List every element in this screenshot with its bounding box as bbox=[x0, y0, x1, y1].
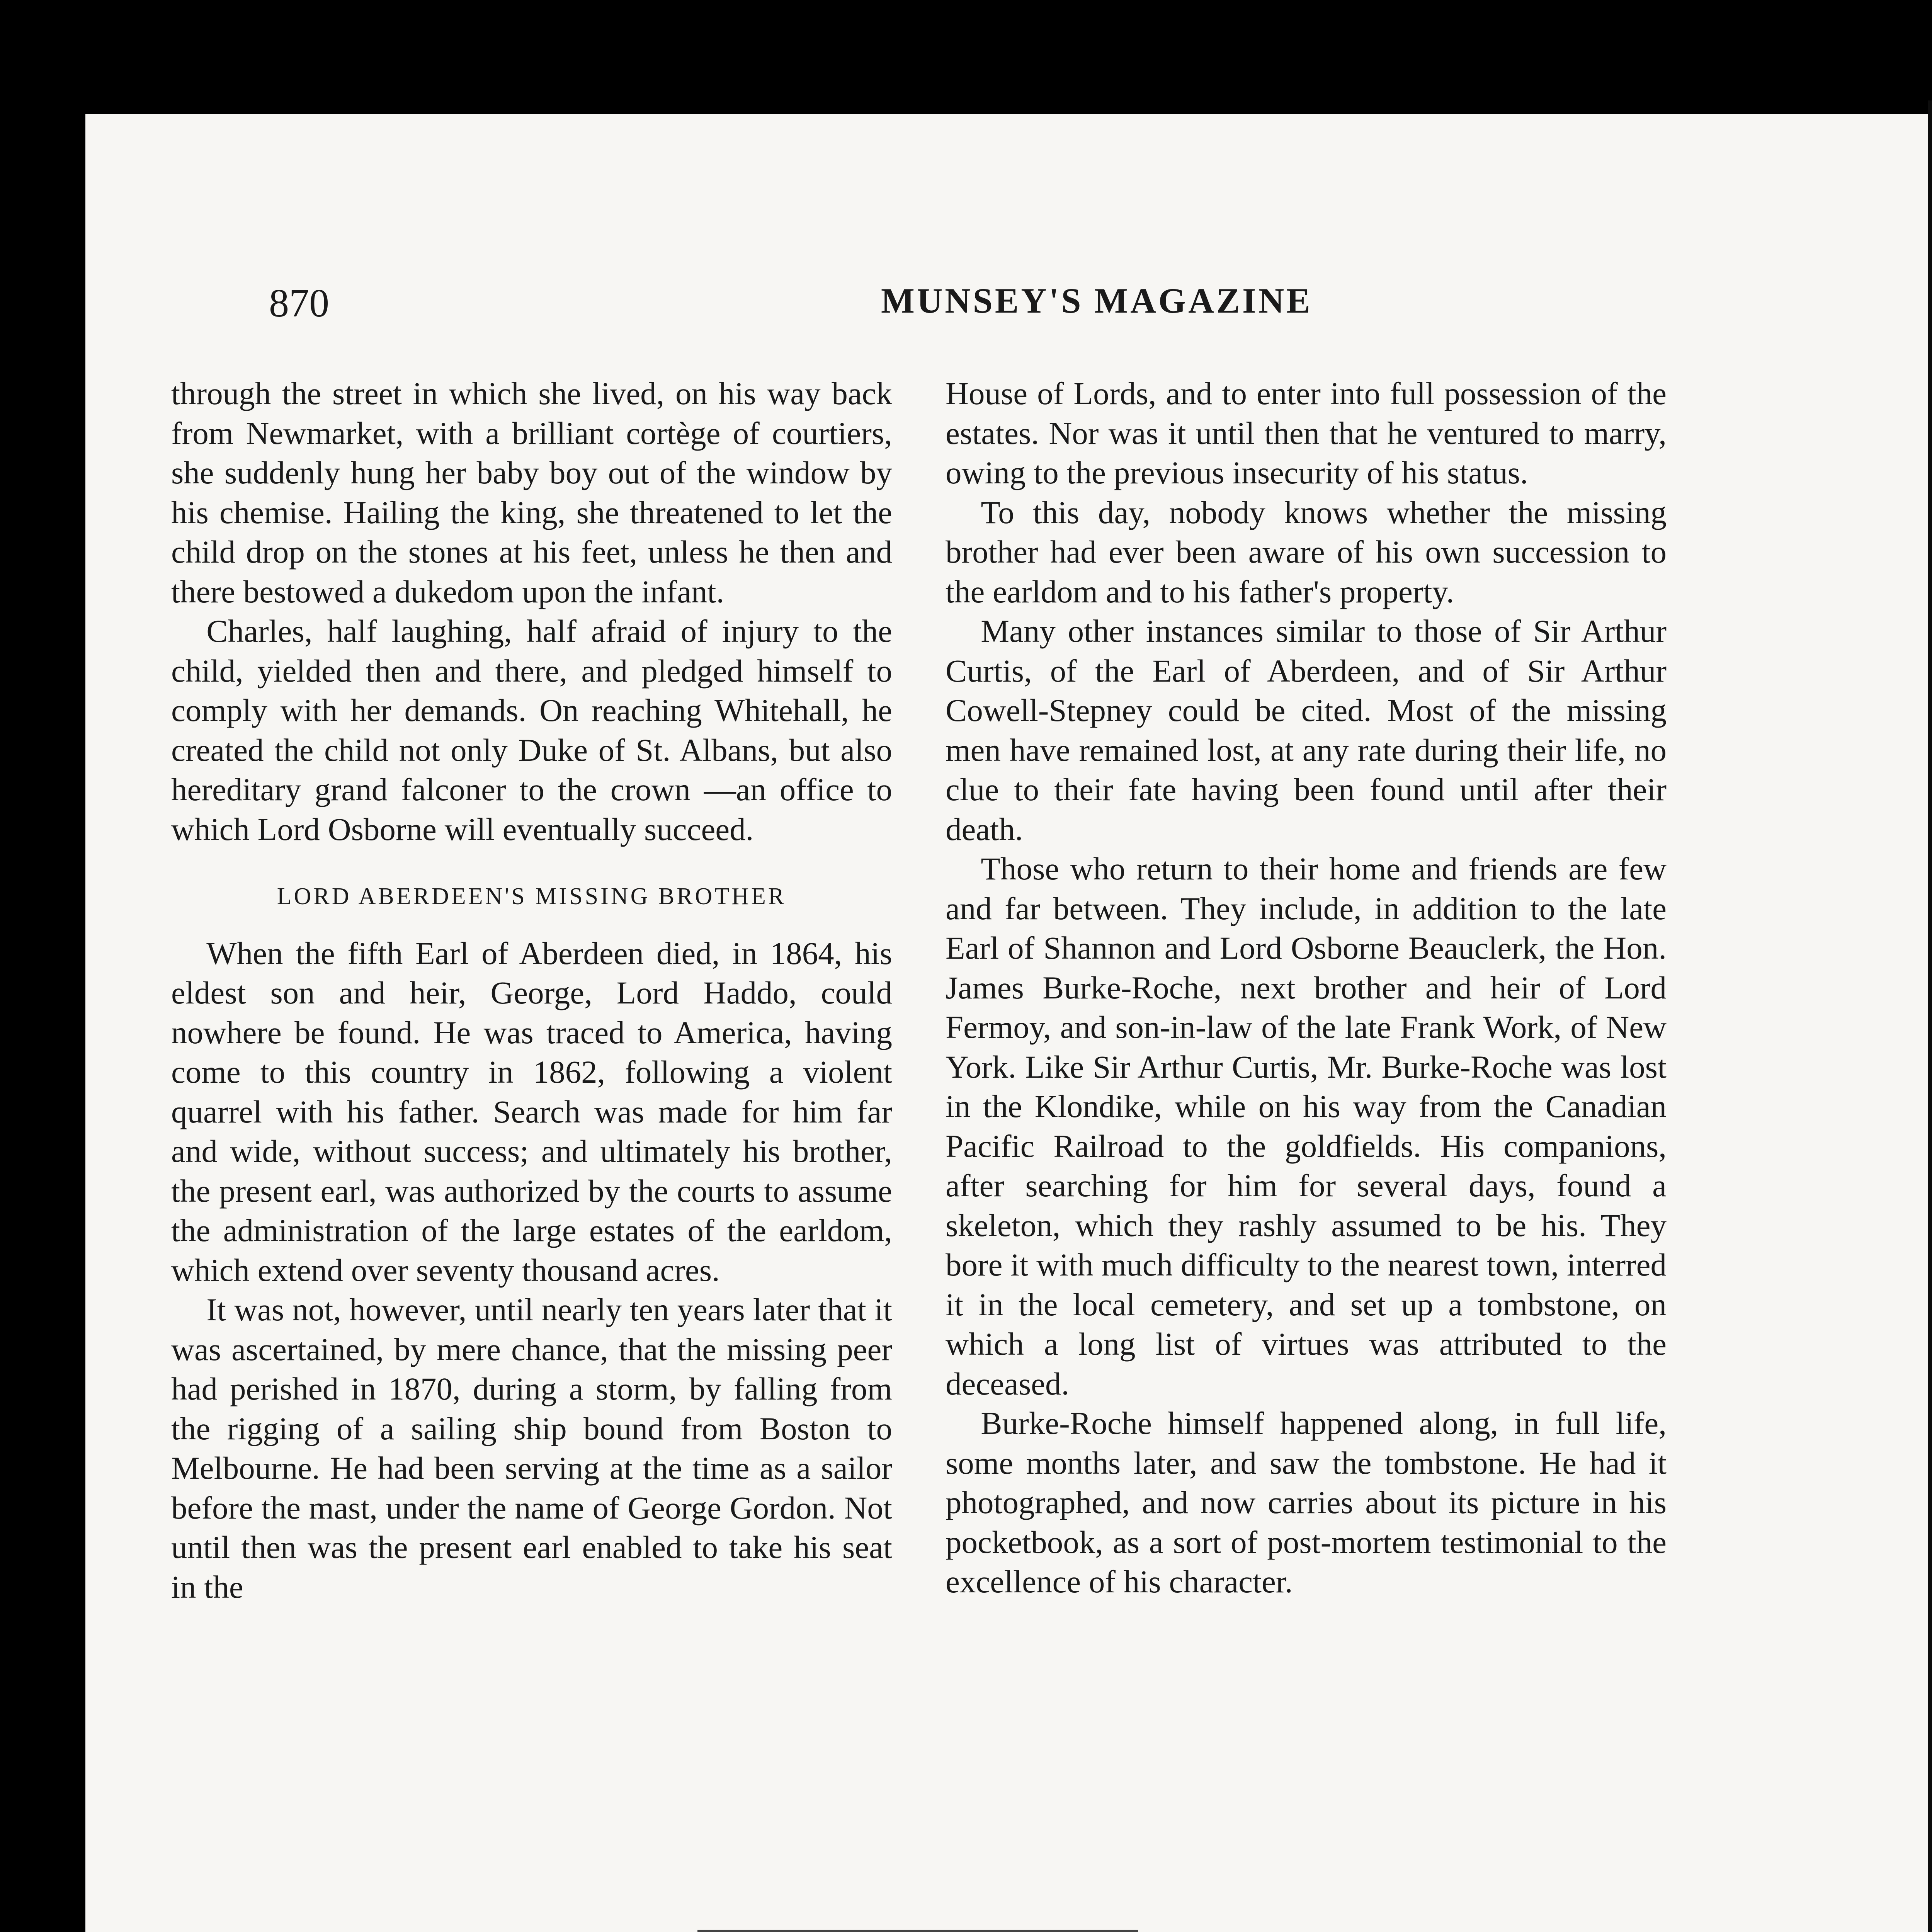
magazine-title: MUNSEY'S MAGAZINE bbox=[881, 281, 1313, 320]
book-spine-shadow bbox=[1928, 100, 1932, 1932]
paragraph: It was not, however, until nearly ten years later that it was ascertained, by mere chance, that the missing peer had perished in 1870, during a storm, by falling from the rigging of a sailing ship bound from Boston to Melbourne. He had been serving at the time as a sailor before the mast, under the name of George Gordon. Not until then was the present earl enabled to take his seat in the bbox=[171, 1292, 892, 1605]
paragraph: When the fifth Earl of Aberdeen died, in 1864, his eldest son and heir, George, Lord Haddo, could nowhere be found. He was traced to America, having come to this country in 1862, following a violent quarrel with his father. Search was made for him far and wide, without success; and ultimately his brother, the present earl, was authorized by the courts to assume the administration of the large estates of the earldom, which extend over seventy thousand acres. bbox=[171, 935, 892, 1288]
right-column bbox=[946, 374, 1667, 1602]
left-column bbox=[171, 374, 892, 1607]
page-number: 870 bbox=[269, 281, 329, 325]
running-header bbox=[178, 280, 1932, 334]
section-subheading: LORD ABERDEEN'S MISSING BROTHER bbox=[277, 883, 787, 910]
paragraph: To this day, nobody knows whether the missing brother had ever been aware of his own succession to the earldom and to his father's property. bbox=[946, 494, 1667, 609]
paragraph: through the street in which she lived, on his way back from Newmarket, with a brilliant cortège of courtiers, she suddenly hung her baby boy out of the window by his chemise. Hailing the king, she threatened to let the child drop on the stones at his feet, unless he then and there bestowed a dukedom upon the infant. bbox=[171, 376, 892, 609]
section-divider bbox=[697, 1930, 1138, 1932]
paragraph: Charles, half laughing, half afraid of injury to the child, yielded then and there, and pledged himself to comply with her demands. On reaching Whitehall, he created the child not only Duke of St. Albans, but also hereditary grand falconer to the crown —an office to which Lord Osborne will eventually succeed. bbox=[171, 613, 892, 847]
paragraph: House of Lords, and to enter into full possession of the estates. Nor was it until then that he ventured to marry, owing to the previous insecurity of his status. bbox=[946, 376, 1667, 490]
paragraph: Burke-Roche himself happened along, in full life, some months later, and saw the tombstone. He had it photographed, and now carries about its picture in his pocketbook, as a sort of post-mortem testimonial to the excellence of his character. bbox=[946, 1405, 1667, 1599]
paragraph: Those who return to their home and friends are few and far between. They include, in addition to the late Earl of Shannon and Lord Osborne Beauclerk, the Hon. James Burke-Roche, next brother and heir of Lord Fermoy, and son-in-law of the late Frank Work, of New York. Like Sir Arthur Curtis, Mr. Burke-Roche was lost in the Klondike, while on his way from the Canadian Pacific Railroad to the goldfields. His companions, after searching for him for several days, found a skeleton, which they rashly assumed to be his. They bore it with much difficulty to the nearest town, interred it in the local cemetery, and set up a tombstone, on which a long list of virtues was attributed to the deceased. bbox=[946, 851, 1667, 1401]
paragraph: Many other instances similar to those of Sir Arthur Curtis, of the Earl of Aberdeen, and of Sir Arthur Cowell-Stepney could be cited. Most of the missing men have remained lost, at any rate during their life, no clue to their fate having been found until after their death. bbox=[946, 613, 1667, 847]
